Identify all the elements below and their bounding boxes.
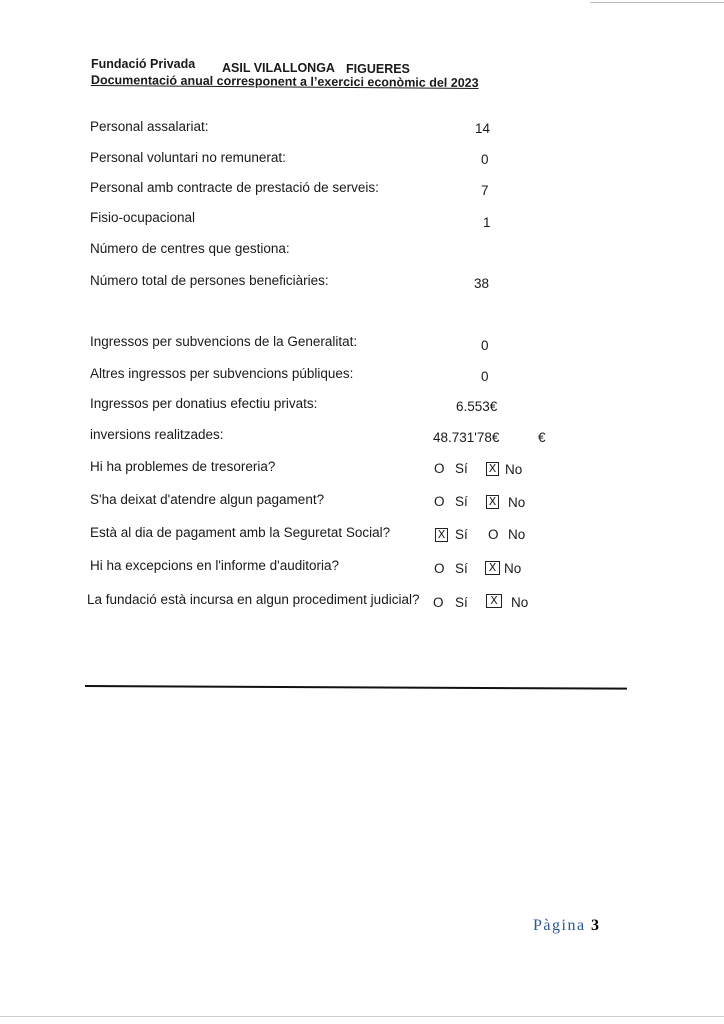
question-social-security-no-radio[interactable]: O xyxy=(488,527,499,542)
finance-value-investments: 48.731'78€ xyxy=(433,430,500,445)
question-label-audit: Hi ha excepcions en l'informe d'auditoria? xyxy=(90,558,340,573)
question-payments-no-checkbox[interactable]: X xyxy=(486,495,499,509)
staff-value-volunteer: 0 xyxy=(481,152,489,167)
staff-value-salaried: 14 xyxy=(475,121,491,136)
staff-label-contract: Personal amb contracte de prestació de serveis: xyxy=(90,180,379,195)
question-judicial-no-label: No xyxy=(511,595,529,610)
question-social-security-yes-checkbox[interactable]: X xyxy=(435,528,448,542)
finance-label-public: Altres ingressos per subvencions públiques: xyxy=(90,366,354,381)
staff-label-physio: Fisio-ocupacional xyxy=(90,210,196,225)
question-treasury-yes-label: Sí xyxy=(455,461,468,476)
header-org-type: Fundació Privada xyxy=(91,57,196,71)
question-payments-yes-label: Sí xyxy=(455,494,468,509)
staff-label-volunteer: Personal voluntari no remunerat: xyxy=(90,150,286,165)
question-audit-yes-radio[interactable]: O xyxy=(434,561,445,576)
question-social-security-no-label: No xyxy=(508,527,526,542)
scan-edge-bottom xyxy=(0,1016,724,1017)
header-org-name: ASIL VILALLONGA xyxy=(222,61,335,75)
finance-value-generalitat: 0 xyxy=(481,338,489,353)
finance-unit-investments: € xyxy=(538,430,546,445)
question-audit-no-label: No xyxy=(504,561,522,576)
question-label-judicial: La fundació està incursa en algun procediment judicial? xyxy=(87,592,420,607)
question-social-security-yes-label: Sí xyxy=(455,527,468,542)
question-label-treasury: Hi ha problemes de tresoreria? xyxy=(90,459,276,474)
question-payments-no-label: No xyxy=(508,495,526,510)
section-divider xyxy=(85,685,627,690)
question-label-social-security: Està al dia de pagament amb la Seguretat Social? xyxy=(90,525,391,540)
page-label: Pàgina xyxy=(533,917,586,934)
question-payments-yes-radio[interactable]: O xyxy=(434,494,445,509)
staff-value-physio: 1 xyxy=(483,215,491,230)
staff-value-beneficiaries: 38 xyxy=(474,276,490,291)
staff-label-salaried: Personal assalariat: xyxy=(90,119,209,134)
staff-label-centres: Número de centres que gestiona: xyxy=(90,241,290,256)
finance-label-investments: inversions realitzades: xyxy=(90,427,224,442)
question-judicial-yes-radio[interactable]: O xyxy=(433,595,444,610)
staff-label-beneficiaries: Número total de persones beneficiàries: xyxy=(90,273,329,288)
staff-value-contract: 7 xyxy=(481,183,489,198)
page-number-value: 3 xyxy=(591,917,601,934)
question-treasury-yes-radio[interactable]: O xyxy=(434,461,445,476)
finance-label-generalitat: Ingressos per subvencions de la Generalitat: xyxy=(90,334,358,349)
scan-edge-top xyxy=(590,2,724,3)
question-treasury-no-checkbox[interactable]: X xyxy=(486,462,499,476)
finance-label-donations: Ingressos per donatius efectiu privats: xyxy=(90,396,318,411)
page-number xyxy=(533,917,601,935)
header-org-city: FIGUERES xyxy=(346,62,410,76)
header-subtitle: Documentació anual corresponent a l’exercici econòmic del 2023 xyxy=(90,73,479,91)
question-judicial-no-checkbox[interactable]: X xyxy=(486,594,502,608)
question-label-payments: S'ha deixat d'atendre algun pagament? xyxy=(90,492,325,507)
question-judicial-yes-label: Sí xyxy=(455,595,468,610)
question-audit-no-checkbox[interactable]: X xyxy=(485,561,500,575)
question-audit-yes-label: Sí xyxy=(455,561,468,576)
finance-value-public: 0 xyxy=(481,369,489,384)
question-treasury-no-label: No xyxy=(505,462,523,477)
finance-value-donations: 6.553€ xyxy=(456,399,498,414)
